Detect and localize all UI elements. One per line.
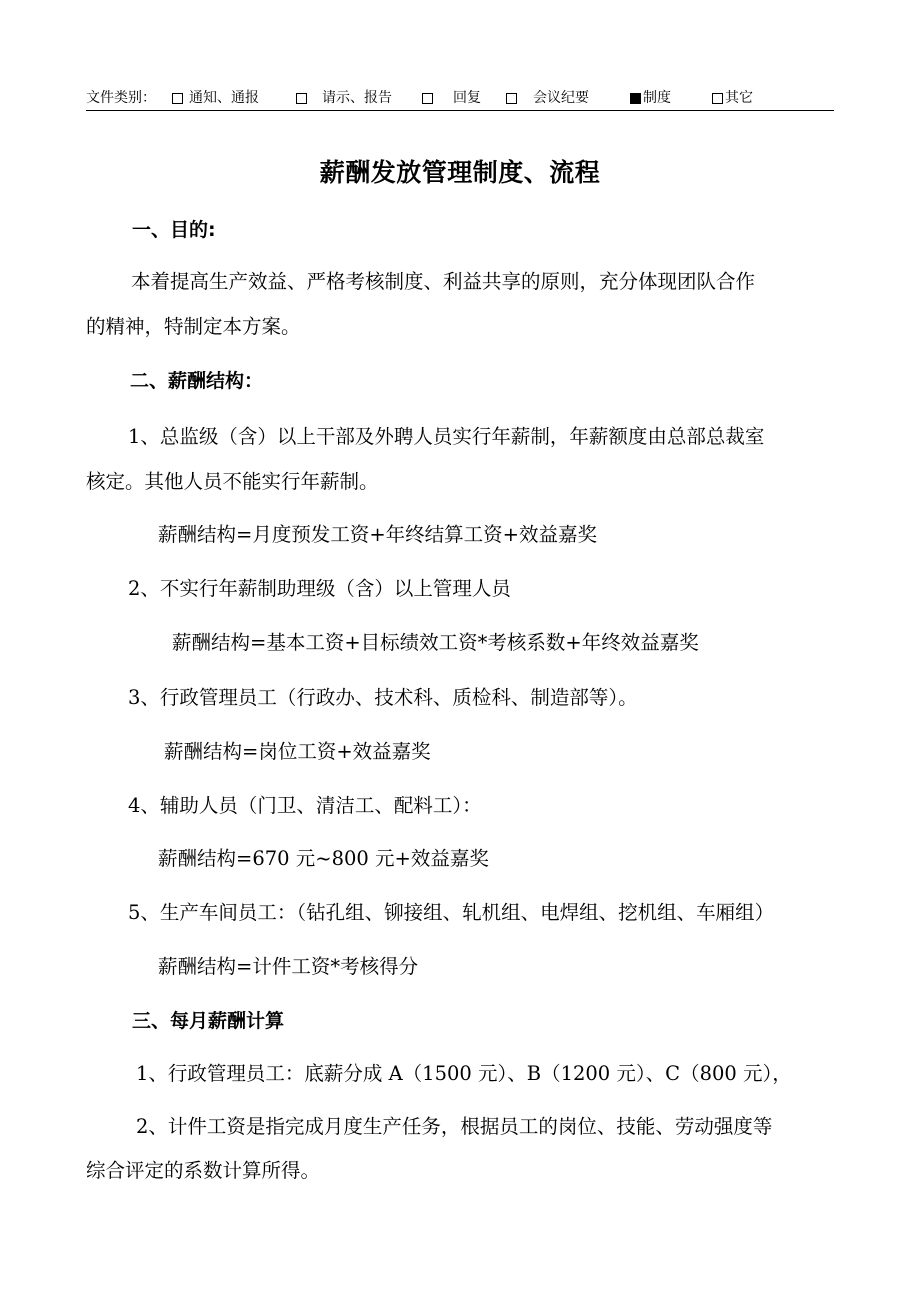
category-notice-label: 通知、通报 <box>189 90 259 106</box>
paragraph-line: 核定。其他人员不能实行年薪制。 <box>86 470 379 493</box>
category-minutes[interactable] <box>506 88 589 108</box>
category-regulation-label: 制度 <box>643 90 671 106</box>
paragraph-line: 5、生产车间员工：（钻孔组、铆接组、轧机组、电焊组、挖机组、车厢组） <box>128 901 775 924</box>
category-reply-label: 回复 <box>453 90 481 106</box>
category-minutes-label: 会议纪要 <box>533 90 589 106</box>
paragraph-line: 4、辅助人员（门卫、清洁工、配料工）： <box>128 794 482 817</box>
paragraph-line: 1、总监级（含）以上干部及外聘人员实行年薪制，年薪额度由总部总裁室 <box>128 425 765 448</box>
paragraph-line: 3、行政管理员工（行政办、技术科、质检科、制造部等）。 <box>128 686 638 709</box>
category-regulation[interactable] <box>630 88 671 108</box>
checkbox-icon[interactable] <box>172 93 183 104</box>
paragraph-line: 的精神，特制定本方案。 <box>86 315 301 338</box>
header-divider <box>86 110 834 111</box>
formula-line: 薪酬结构=基本工资+目标绩效工资*考核系数+年终效益嘉奖 <box>172 631 699 654</box>
category-request-label: 请示、报告 <box>322 90 392 106</box>
checkbox-icon[interactable] <box>422 93 433 104</box>
paragraph-line: 2、计件工资是指完成月度生产任务，根据员工的岗位、技能、劳动强度等 <box>136 1115 773 1138</box>
file-category-label: 文件类别： <box>86 90 156 106</box>
checkbox-icon[interactable] <box>296 93 307 104</box>
section-heading-monthly-calc: 三、每月薪酬计算 <box>132 1010 285 1032</box>
checkbox-icon[interactable] <box>712 93 723 104</box>
category-reply[interactable] <box>422 88 481 108</box>
checkbox-icon[interactable] <box>506 93 517 104</box>
formula-line: 薪酬结构=岗位工资+效益嘉奖 <box>164 740 431 763</box>
checkbox-checked-icon[interactable] <box>630 93 641 104</box>
paragraph-line: 1、行政管理员工：底薪分成 A（1500 元）、B（1200 元）、C（800 元）， <box>136 1062 792 1085</box>
formula-line: 薪酬结构=计件工资*考核得分 <box>158 955 419 978</box>
category-other[interactable] <box>712 88 753 108</box>
section-heading-structure: 二、薪酬结构： <box>130 370 264 392</box>
category-notice[interactable] <box>172 88 259 108</box>
paragraph-line: 本着提高生产效益、严格考核制度、利益共享的原则，充分体现团队合作 <box>131 270 756 293</box>
paragraph-line: 综合评定的系数计算所得。 <box>86 1159 321 1182</box>
section-heading-purpose: 一、目的: <box>132 219 216 241</box>
file-category-header <box>86 88 834 110</box>
category-request[interactable] <box>296 88 392 108</box>
paragraph-line: 2、不实行年薪制助理级（含）以上管理人员 <box>128 577 511 600</box>
formula-line: 薪酬结构=670 元~800 元+效益嘉奖 <box>158 847 489 870</box>
category-other-label: 其它 <box>725 90 753 106</box>
document-title: 薪酬发放管理制度、流程 <box>319 158 601 187</box>
formula-line: 薪酬结构=月度预发工资+年终结算工资+效益嘉奖 <box>158 523 598 546</box>
